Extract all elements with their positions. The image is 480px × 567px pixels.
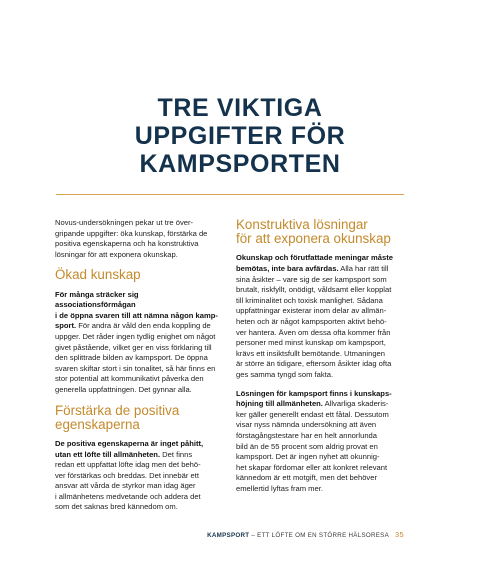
text-line: stor potential att kommunikativt påverka den [55,374,204,384]
bold-text: De positiva egenskaperna är inget påhitt, [55,438,204,448]
text-line: uppfattningar existerar inom delar av allmän- [236,306,387,316]
title-line: UPPGIFTER FÖR [134,122,346,150]
bold-text: höjning till allmänheten. [236,399,323,409]
text-line: kännedom är ett motgift, men det behöver [236,473,377,483]
text-line: lösningar för att exponera okunskap. [55,249,178,259]
text-line: ver hantera. Även om dessa ofta kommer från [236,327,391,337]
text-line: i allmänhetens medvetande och addera det [55,491,201,501]
bold-text: bemötas, inte bara avfärdas. [236,264,339,273]
text-line: förstagångstestare har en helt annorlunda [236,430,378,440]
bold-text: i de öppna svaren till att nämna någon kamp- [55,310,218,320]
text-line: den splittrade bilden av kampsport. De öppna [55,353,208,363]
text-line: som det saknas bred kännedom om. [55,502,178,512]
text-line: generella uppfattningen. Det gynnar alla. [55,384,192,394]
left-column [55,218,221,513]
intro-paragraph [55,218,221,260]
text-line: sina åsikter – vare sig de ser kampsport som [236,274,387,284]
text-line: positiva egenskaperna och ha konstruktiva [55,239,199,249]
bold-text: sport. [55,321,77,331]
bold-text: utan ett löfte till allmänheten. [55,449,161,459]
page-number: 35 [395,530,404,539]
title-line: TRE VIKTIGA [157,94,323,122]
text-line: ver förstärkas och breddas. Det innebär ett [55,470,199,480]
text-line: Allvarliga skaderis- [322,399,389,409]
text-line: uppger. Det råder ingen tydlig enighet om något [55,331,216,341]
paragraph-okad-kunskap [55,290,221,396]
text-line: För andra är våld den enda koppling de [76,321,211,331]
title-divider [56,194,404,195]
paragraph-forstarka [55,439,221,513]
text-line: personer med minst kunskap om kampsport, [236,338,386,348]
text-line: givet påstående, vilket ger en viss förklaring till [55,342,212,352]
text-line: Det finns [160,449,193,459]
bold-text: Okunskap och förutfattade meningar måste [236,253,393,263]
text-line: heten och är något kampsporten aktivt behö- [236,316,387,326]
text-line: brutalt, riskfyllt, onödigt, våldsamt eller kopplat [236,285,392,295]
title-line: KAMPSPORTEN [139,150,341,178]
text-line: Novus-undersökningen pekar ut tre över- [55,218,194,227]
heading-okad-kunskap: Ökad kunskap [55,267,141,283]
page-footer [207,530,404,539]
heading-forstarka: Förstärka de positiva egenskaperna [55,402,180,432]
text-line: ges samma tyngd som fakta. [236,369,334,379]
bold-text: Lösningen för kampsport finns i kunskaps- [236,388,392,398]
text-line: redan ett uppfattat löfte idag men det behö- [55,460,201,470]
paragraph-losningen [236,389,404,495]
text-line: kampsport. Det är ingen nyhet att okunnig- [236,452,380,462]
text-line: är större än tidigare, eftersom åsikter idag ofta [236,359,392,369]
text-line: het skapar fördomar eller att konkret relevant [236,462,388,472]
text-line: gripande uppgifter: öka kunskap, förstärka de [55,228,208,238]
text-line: visar nyss nämnda undersökning att även [236,420,377,430]
text-line: ansvar att vårda de styrkor man idag äger [55,481,196,491]
footer-brand: KAMPSPORT [207,532,250,539]
text-line: emellertid lyftas fram mer. [236,483,323,493]
footer-tagline: – ETT LÖFTE OM EN STÖRRE HÄLSORESA [249,532,390,539]
page-title [0,94,480,178]
right-column [236,218,404,494]
text-line: ker gäller generellt endast ett fåtal. Dessutom [236,409,389,419]
bold-text: För många sträcker sig associationsförmågan [55,289,139,310]
text-line: Alla har rätt till [338,264,389,273]
text-line: till kriminalitet och toxisk manlighet. Sådana [236,295,383,305]
text-line: krävs ett insiktsfullt bemötande. Utmaningen [236,348,385,358]
text-line: svaren skiftar stort i sin tonalitet, så här finns en [55,363,216,373]
heading-konstruktiva: Konstruktiva lösningar för att exponera okunskap [236,217,391,247]
text-line: bild än de 55 procent som aldrig provat en [236,441,378,451]
paragraph-konstruktiva [236,253,404,380]
